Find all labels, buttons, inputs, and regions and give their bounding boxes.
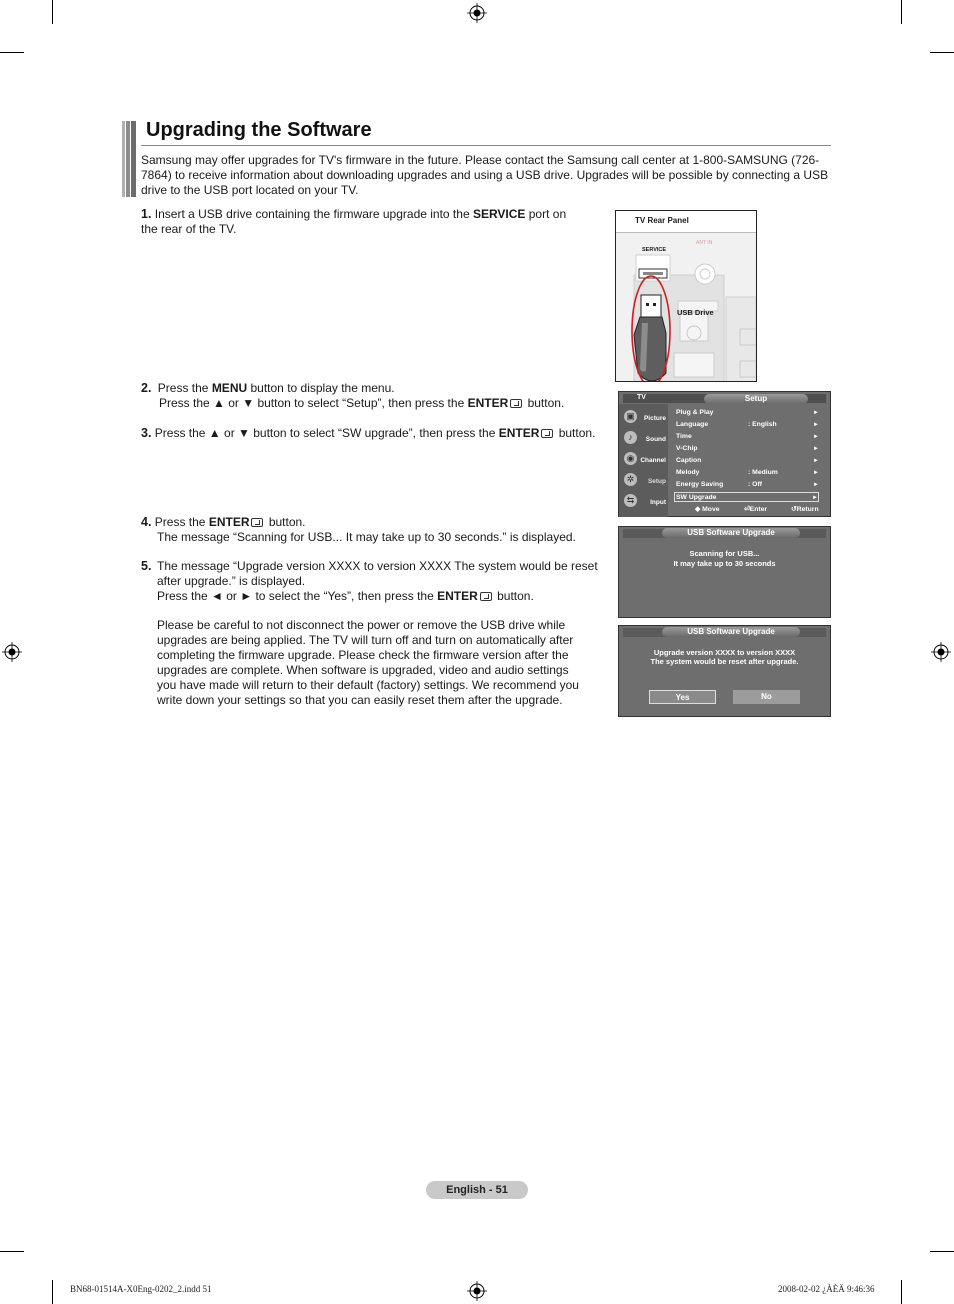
crop-mark	[52, 0, 53, 24]
step-number: 5.	[141, 559, 152, 573]
enter-icon	[251, 518, 263, 527]
crop-mark	[901, 1280, 902, 1304]
service-port-label: SERVICE	[642, 247, 667, 253]
arrow-right-icon: ►	[813, 410, 819, 416]
upgrade-screen-title: USB Software Upgrade	[662, 627, 800, 637]
enter-icon: ⏎	[744, 506, 750, 513]
crop-mark	[930, 1251, 954, 1252]
footer-return: ↺Return	[791, 506, 819, 513]
usb-upgrade-confirm-screen	[618, 625, 831, 717]
upgrade-message-line2: The system would be reset after upgrade.	[650, 657, 799, 666]
yes-button[interactable]: Yes	[649, 690, 716, 704]
scan-screen-title: USB Software Upgrade	[662, 528, 800, 538]
arrow-right-icon: ►	[813, 446, 819, 452]
arrow-right-icon: ►	[813, 470, 819, 476]
input-icon: ⇆	[624, 494, 637, 507]
menu-tv-label: TV	[637, 394, 646, 401]
crop-mark	[52, 1280, 53, 1304]
channel-icon: ◉	[624, 452, 637, 465]
crop-mark	[0, 1251, 24, 1252]
arrow-right-icon: ►	[813, 434, 819, 440]
return-icon: ↺	[791, 506, 797, 513]
upgrade-message-line1: Upgrade version XXXX to version XXXX	[653, 648, 796, 657]
crop-mark	[901, 0, 902, 24]
enter-icon	[480, 592, 492, 601]
scan-message-line1: Scanning for USB...	[689, 549, 760, 558]
footer-move: ◆ Move	[695, 506, 720, 513]
enter-icon	[510, 399, 522, 408]
title-divider	[141, 145, 831, 146]
step-4: 4. Press the ENTER button. The message “Scanning for USB... It may take up to 30 seconds.” is displayed.	[141, 515, 576, 544]
page-title: Upgrading the Software	[146, 119, 372, 141]
step-number: 2.	[141, 381, 152, 395]
registration-mark-icon	[467, 3, 487, 23]
picture-icon: ▣	[624, 410, 637, 423]
step-2: 2. Press the MENU button to display the menu. Press the ▲ or ▼ button to select “Setup”, then press the ENTER button.	[141, 381, 565, 410]
step-number: 3.	[141, 426, 152, 440]
category-input[interactable]: ⇆ Input	[621, 492, 666, 512]
crop-mark	[930, 52, 954, 53]
menu-item-energy-saving[interactable]: Energy Saving : Off ►	[676, 481, 819, 488]
category-picture[interactable]: ▣ Picture	[621, 408, 666, 428]
registration-mark-icon	[931, 642, 951, 662]
arrow-right-icon: ►	[813, 482, 819, 488]
enter-icon	[541, 429, 553, 438]
menu-item-vchip[interactable]: V-Chip ►	[676, 445, 819, 452]
step-number: 1.	[141, 207, 152, 221]
setup-menu-screen	[618, 391, 831, 517]
move-icon: ◆	[695, 506, 701, 513]
step-5: 5. The message “Upgrade version XXXX to version XXXX The system would be reset after upgrade.” is displayed. Press the ◄ or ► to select the “Yes”, then press the ENTER button. Please be careful to not disconnect the power or remove the USB drive while upgrades are being applied. The TV will turn off and turn on automatically after completing the firmware upgrade. Please check the firmware version after the upgrades are complete. When software is upgraded, video and audio settings you have made will return to their default (factory) settings. We recommend you write down your settings so that you can easily reset them after the upgrade.	[141, 559, 598, 707]
menu-item-language[interactable]: Language : English ►	[676, 421, 819, 428]
step-1: 1. Insert a USB drive containing the firmware upgrade into the SERVICE port on the rear of the TV.	[141, 207, 567, 236]
arrow-right-icon: ►	[813, 422, 819, 428]
ant-in-label: ANT IN	[696, 240, 713, 246]
no-button[interactable]: No	[733, 690, 800, 704]
menu-item-caption[interactable]: Caption ►	[676, 457, 819, 464]
usb-scanning-screen	[618, 526, 831, 618]
step-number: 4.	[141, 515, 152, 529]
menu-item-time[interactable]: Time ►	[676, 433, 819, 440]
intro-paragraph: Samsung may offer upgrades for TV's firmware in the future. Please contact the Samsung call center at 1-800-SAMSUNG (726-7864) to receive information about downloading upgrades and using a USB drive. Upgrades will be possible by connecting a USB drive to the USB port located on your TV.	[141, 153, 829, 197]
print-slug-left: BN68-01514A-X0Eng-0202_2.indd 51	[70, 1284, 212, 1294]
category-setup[interactable]: ✲ Setup	[621, 471, 666, 491]
arrow-right-icon: ►	[812, 495, 818, 501]
crop-mark	[0, 52, 24, 53]
menu-item-sw-upgrade[interactable]: SW Upgrade ►	[676, 494, 818, 501]
registration-mark-icon	[2, 642, 22, 662]
caution-note: Please be careful to not disconnect the power or remove the USB drive while upgrades are being applied. The TV will turn off and turn on automatically after completing the firmware upgrade. Please check the firmware version after the upgrades are complete. When software is upgraded, video and audio settings you have made will return to their default (factory) settings. We recommend you write down your settings so that you can easily reset them after the upgrade.	[157, 618, 579, 707]
arrow-right-icon: ►	[813, 458, 819, 464]
menu-header: Setup	[704, 394, 808, 404]
scan-message-line2: It may take up to 30 seconds	[673, 559, 776, 568]
category-sound[interactable]: ♪ Sound	[621, 429, 666, 449]
step-3: 3. Press the ▲ or ▼ button to select “SW upgrade”, then press the ENTER button.	[141, 426, 596, 440]
registration-mark-icon	[467, 1281, 487, 1301]
usb-drive-label: USB Drive	[677, 308, 714, 317]
print-slug-right: 2008-02-02 ¿ÀÈÄ 9:46:36	[778, 1284, 875, 1294]
page-number: English - 51	[426, 1181, 528, 1199]
gear-icon: ✲	[624, 473, 637, 486]
menu-item-melody[interactable]: Melody : Medium ►	[676, 469, 819, 476]
footer-enter: ⏎Enter	[744, 506, 768, 513]
rear-panel-title: TV Rear Panel	[635, 216, 689, 225]
tv-rear-panel-illustration	[615, 210, 757, 382]
title-decoration	[122, 121, 136, 197]
menu-item-plug-play[interactable]: Plug & Play ►	[676, 409, 819, 416]
sound-icon: ♪	[624, 431, 637, 444]
category-channel[interactable]: ◉ Channel	[621, 450, 666, 470]
